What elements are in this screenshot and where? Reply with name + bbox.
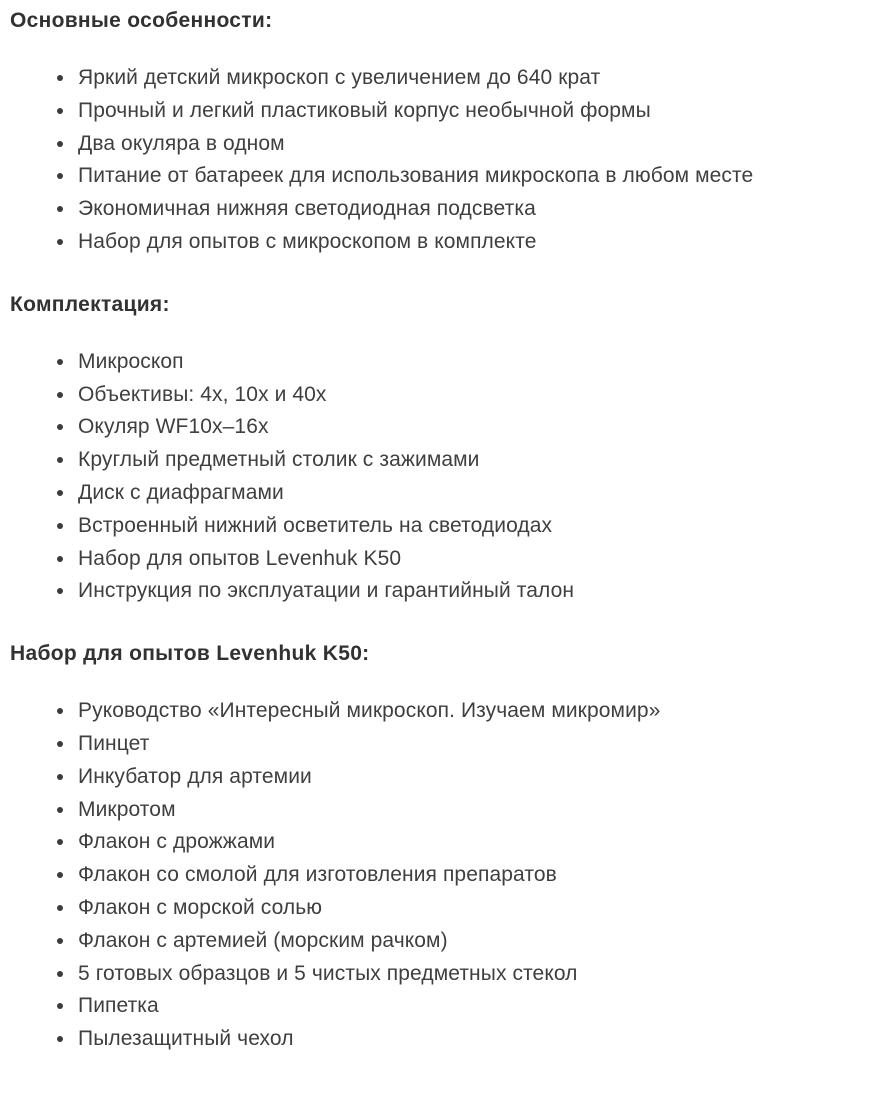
section-heading-experiment-kit: Набор для опытов Levenhuk K50: — [10, 642, 370, 666]
product-description — [10, 8, 876, 1056]
list-item: Прочный и легкий пластиковый корпус необычной формы — [78, 95, 876, 128]
list-item: Объективы: 4х, 10х и 40х — [78, 379, 876, 412]
section-experiment-kit — [10, 641, 876, 1056]
section-main-features — [10, 8, 876, 259]
list-item: Инструкция по эксплуатации и гарантийный талон — [78, 575, 876, 608]
list-item: Пипетка — [78, 990, 876, 1023]
bullet-list-experiment-kit — [10, 695, 876, 1056]
list-item: Флакон с дрожжами — [78, 826, 876, 859]
list-item: Набор для опытов Levenhuk K50 — [78, 543, 876, 576]
list-item: Микротом — [78, 794, 876, 827]
list-item: Пинцет — [78, 728, 876, 761]
list-item: Круглый предметный столик с зажимами — [78, 444, 876, 477]
list-item: Флакон с морской солью — [78, 892, 876, 925]
list-item: Набор для опытов с микроскопом в комплекте — [78, 226, 876, 259]
list-item: Питание от батареек для использования микроскопа в любом месте — [78, 160, 876, 193]
list-item: Флакон с артемией (морским рачком) — [78, 925, 876, 958]
list-item: Пылезащитный чехол — [78, 1023, 876, 1056]
bullet-list-package-contents — [10, 346, 876, 608]
list-item: 5 готовых образцов и 5 чистых предметных стекол — [78, 958, 876, 991]
list-item: Яркий детский микроскоп с увеличением до 640 крат — [78, 62, 876, 95]
list-item: Микроскоп — [78, 346, 876, 379]
list-item: Два окуляра в одном — [78, 128, 876, 161]
list-item: Инкубатор для артемии — [78, 761, 876, 794]
list-item: Окуляр WF10x–16x — [78, 411, 876, 444]
list-item: Руководство «Интересный микроскоп. Изучаем микромир» — [78, 695, 876, 728]
bullet-list-main-features — [10, 62, 876, 259]
list-item: Флакон со смолой для изготовления препаратов — [78, 859, 876, 892]
list-item: Встроенный нижний осветитель на светодиодах — [78, 510, 876, 543]
section-heading-main-features: Основные особенности: — [10, 9, 273, 32]
list-item: Диск с диафрагмами — [78, 477, 876, 510]
section-heading-package-contents: Комплектация: — [10, 292, 170, 316]
list-item: Экономичная нижняя светодиодная подсветка — [78, 193, 876, 226]
section-package-contents — [10, 292, 876, 608]
